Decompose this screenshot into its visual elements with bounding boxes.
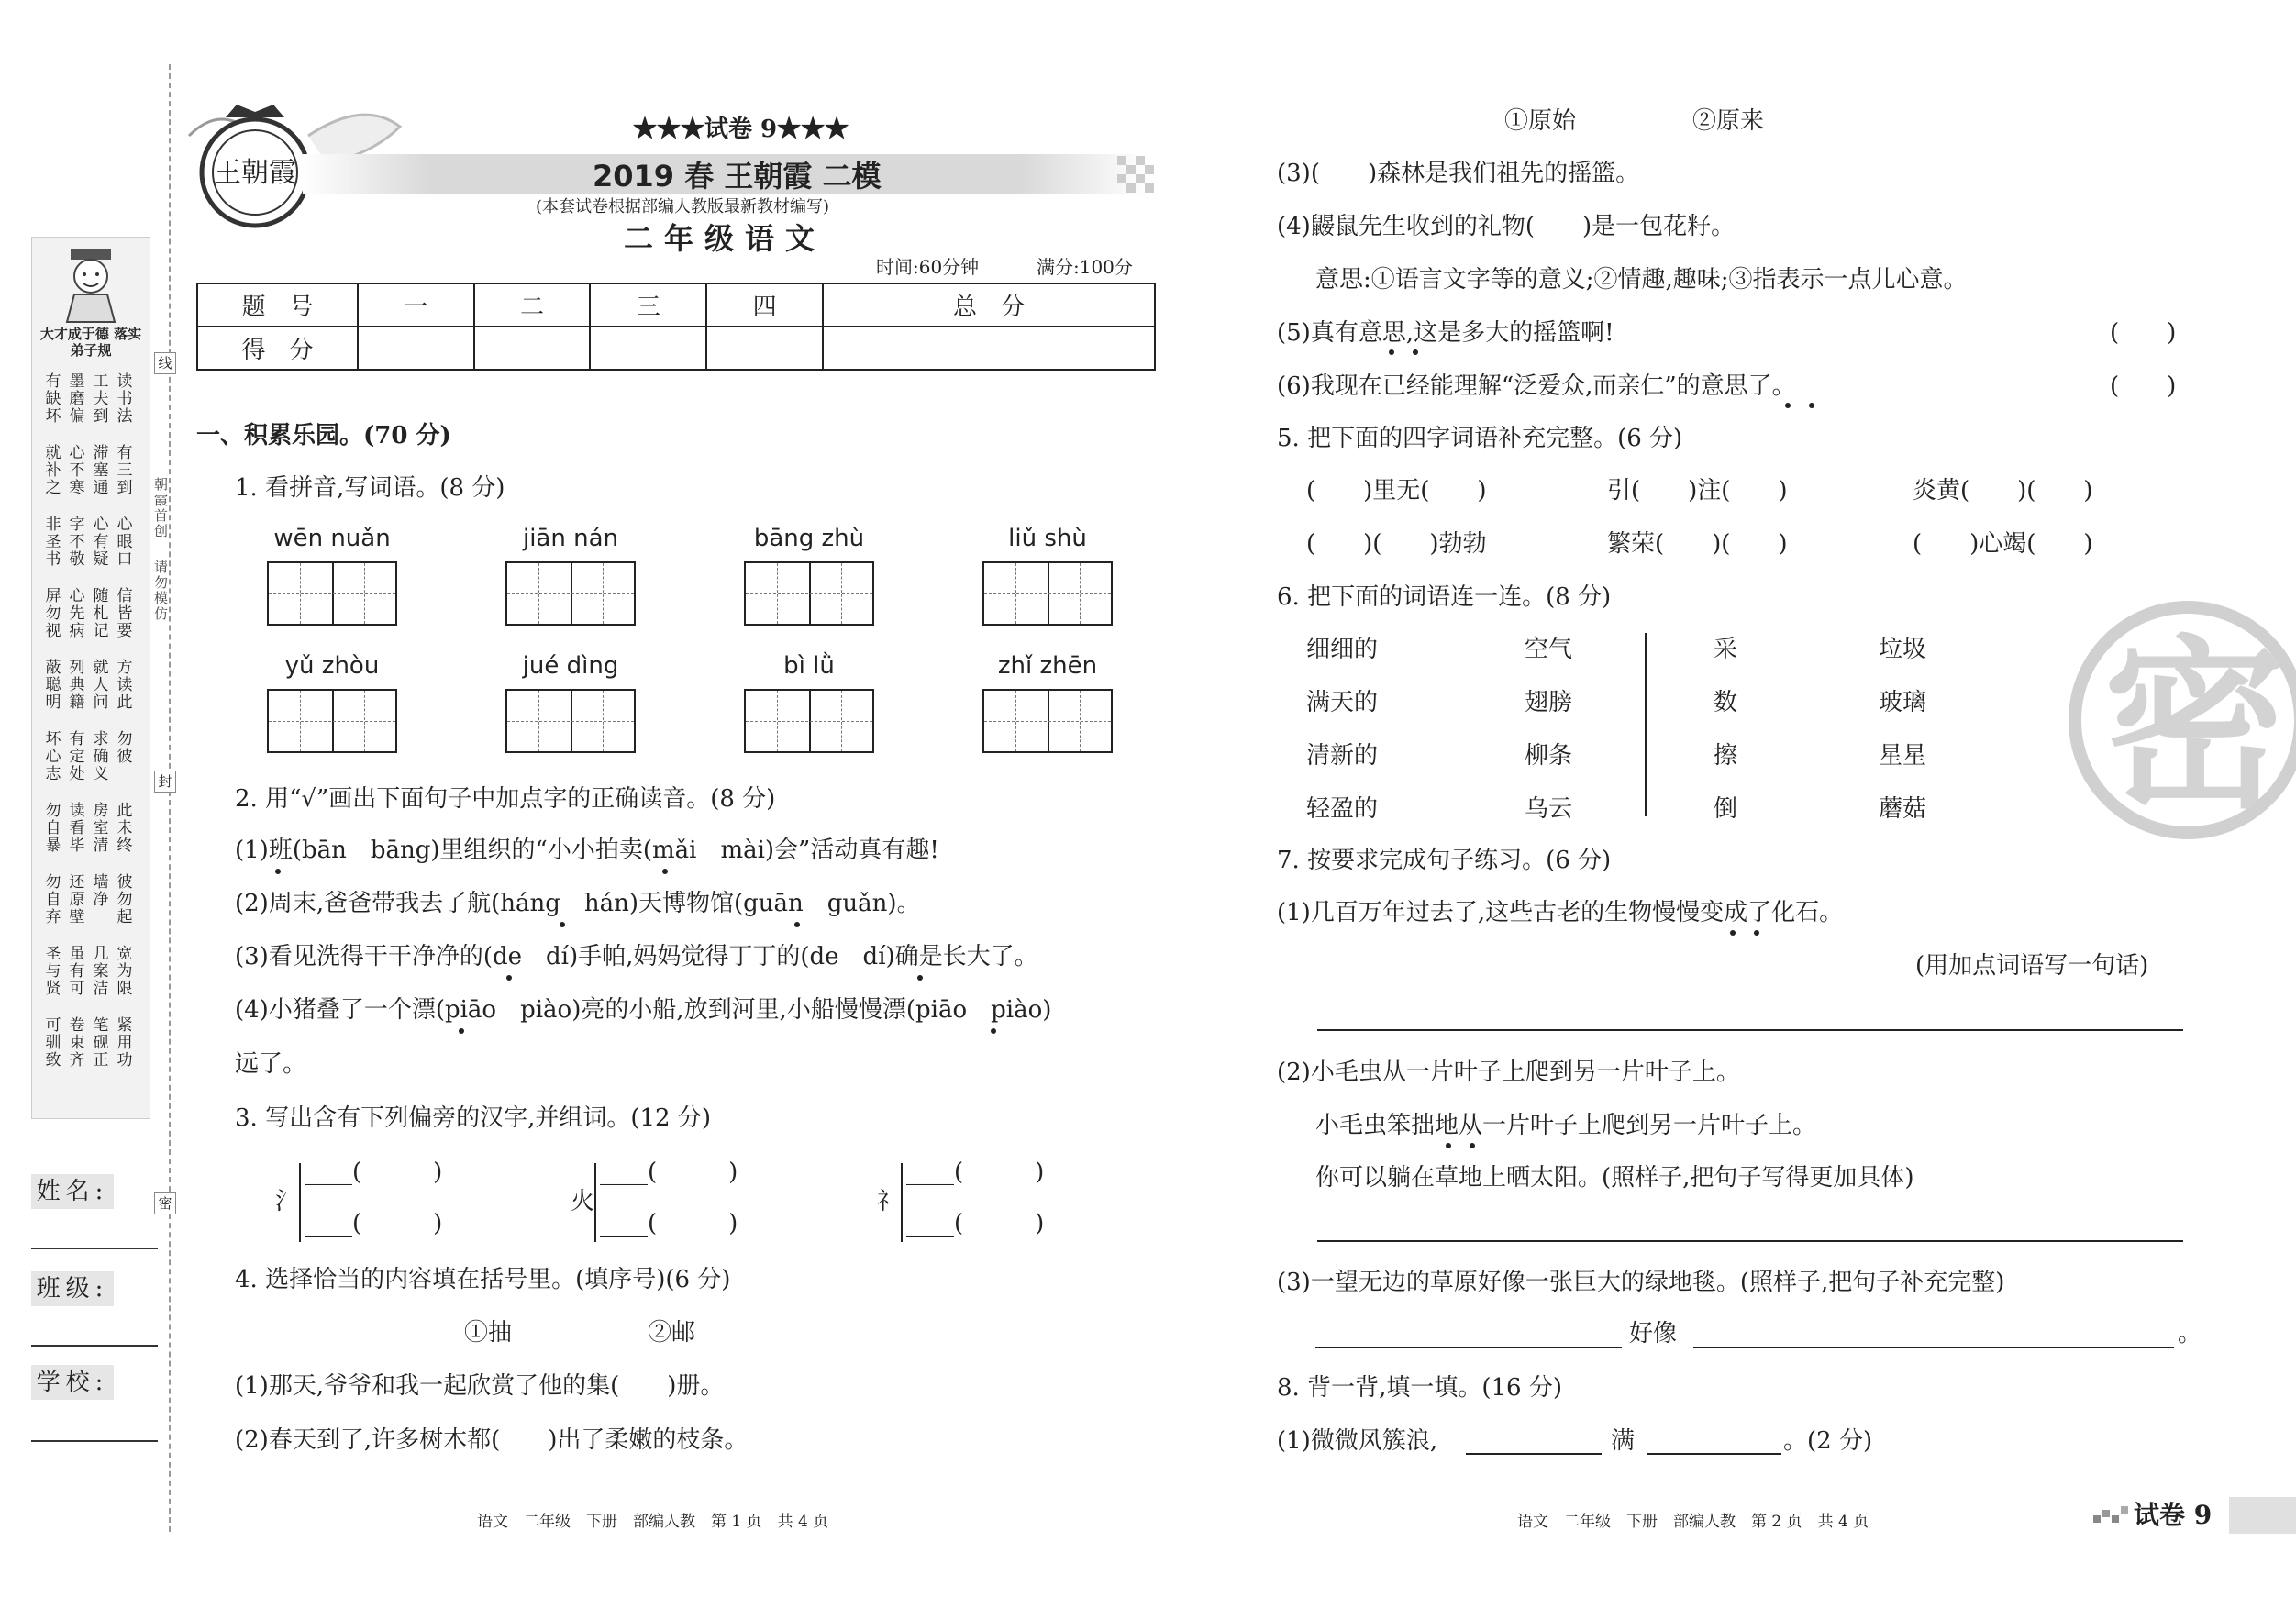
emphasis-dot: [560, 922, 565, 927]
match-word[interactable]: 清新的: [1306, 742, 1379, 770]
motto-column: 虽有可: [69, 945, 85, 998]
q7-prompt: 7. 按要求完成句子练习。(6 分): [1277, 847, 1612, 874]
radical-answer-blank[interactable]: ____( ): [600, 1159, 738, 1186]
logo-text: 王朝霞: [214, 157, 296, 189]
name-line[interactable]: [31, 1248, 158, 1249]
q4-meaning: 意思:①语言文字等的意义;②情趣,趣味;③指表示一点儿心意。: [1315, 266, 1968, 294]
motto-column: 屏勿视: [45, 587, 61, 640]
pinyin-label: zhǐ zhēn: [997, 652, 1098, 680]
q6-prompt: 6. 把下面的词语连一连。(8 分): [1277, 583, 1612, 611]
score-table-cell: 题 号: [197, 283, 358, 327]
match-divider: [1645, 633, 1647, 816]
q5-prompt: 5. 把下面的四字词语补充完整。(6 分): [1277, 425, 1683, 452]
radical-bracket: [299, 1163, 301, 1242]
corner-paper-tag: 试卷 9: [2134, 1500, 2213, 1530]
pinyin-label: bì lǜ: [783, 652, 835, 680]
match-word[interactable]: 星星: [1879, 742, 1927, 770]
exam-subtitle: (本套试卷根据部编人教版最新教材编写): [536, 197, 830, 216]
radical-label: 氵: [275, 1188, 300, 1215]
score-input-1[interactable]: [358, 327, 474, 370]
motto-column: 方读此: [116, 659, 133, 712]
page-footer-right: 语文 二年级 下册 部编人教 第 2 页 共 4 页: [1517, 1513, 1869, 1531]
motto-column: 心先病: [69, 587, 85, 640]
character-grid[interactable]: [982, 689, 1113, 753]
q2-prompt: 2. 用“√”画出下面句子中加点字的正确读音。(8 分): [235, 785, 776, 813]
q7-2-answer-line[interactable]: [1317, 1240, 2183, 1242]
score-table-cell: 得 分: [197, 327, 358, 370]
edge-note-2: 请勿模仿: [154, 559, 169, 622]
score-table-cell: 总 分: [823, 283, 1155, 327]
motto-column: 就人问: [93, 659, 109, 712]
emphasis-dot: [1809, 403, 1814, 408]
q7-2-example: 小毛虫笨拙地从一片叶子上爬到另一片叶子上。: [1315, 1112, 1817, 1139]
exam-full-score: 满分:100分: [1037, 256, 1133, 278]
q8-1-mid: 满: [1611, 1427, 1636, 1455]
motto-column: 列典籍: [69, 659, 85, 712]
pinyin-label: yǔ zhòu: [284, 652, 380, 680]
radical-label: 礻: [877, 1188, 902, 1215]
class-label: 班级:: [31, 1271, 114, 1306]
match-word[interactable]: 满天的: [1306, 689, 1379, 716]
emphasis-dot: [275, 869, 281, 874]
motto-column: 蔽聪明: [45, 659, 61, 712]
motto-column: 工夫到: [93, 372, 109, 426]
q3-prompt: 3. 写出含有下列偏旁的汉字,并组词。(12 分): [235, 1104, 711, 1132]
motto-column: 坏心志: [45, 730, 61, 783]
match-word[interactable]: 倒: [1714, 795, 1738, 823]
motto-column: 非圣书: [45, 516, 61, 569]
corner-checker-icon: [2093, 1504, 2130, 1526]
motto-column: 有缺坏: [45, 372, 61, 426]
emphasis-dot: [794, 922, 800, 927]
checker-decoration: [1117, 156, 1154, 193]
q7-2-sentence: (2)小毛虫从一片叶子上爬到另一片叶子上。: [1277, 1059, 1740, 1086]
q2-line-2: (2)周末,爸爸带我去了航(háng hán)天博物馆(guān guǎn)。: [235, 890, 921, 917]
character-grid[interactable]: [505, 689, 636, 753]
motto-column: 可驯致: [45, 1016, 61, 1070]
motto-column: 读书法: [116, 372, 133, 426]
score-table-header-row: [197, 283, 1155, 327]
match-word[interactable]: 轻盈的: [1306, 795, 1379, 823]
character-grid[interactable]: [267, 561, 397, 626]
motto-column: 笔砚正: [93, 1016, 109, 1070]
motto-column: 字不敬: [69, 516, 85, 569]
match-word[interactable]: 空气: [1525, 636, 1573, 663]
radical-label: 火: [571, 1188, 595, 1215]
motto-column: 读看毕: [69, 802, 85, 855]
q7-1-answer-line[interactable]: [1317, 1029, 2183, 1031]
emphasis-dot: [1446, 1143, 1451, 1148]
seal-mark-line: 线: [154, 352, 176, 374]
emphasis-dot: [917, 975, 923, 981]
motto-column: 心眼口: [116, 516, 133, 569]
score-table-score-row: [197, 327, 1155, 370]
score-table-cell: 二: [474, 283, 591, 327]
exam-time: 时间:60分钟: [876, 256, 980, 278]
school-label: 学校:: [31, 1365, 114, 1400]
q8-prompt: 8. 背一背,填一填。(16 分): [1277, 1374, 1562, 1402]
motto-column: 彼勿起: [116, 873, 133, 926]
motto-column: 墨磨偏: [69, 372, 85, 426]
q8-1-start: (1)微微风簇浪,: [1277, 1427, 1438, 1455]
pinyin-label: wēn nuǎn: [273, 525, 391, 552]
match-word[interactable]: 柳条: [1525, 742, 1573, 770]
subject-title: 二年级语文: [624, 221, 826, 256]
q7-3-sentence: (3)一望无边的草原好像一张巨大的绿地毯。(照样子,把句子补充完整): [1277, 1269, 2005, 1296]
pinyin-label: liǔ shù: [1008, 525, 1087, 552]
radical-answer-blank[interactable]: ____( ): [600, 1210, 738, 1237]
emphasis-dot: [662, 869, 668, 874]
emphasis-dot: [459, 1028, 464, 1034]
q7-3-end: 。: [2178, 1320, 2202, 1347]
radical-answer-blank[interactable]: ____( ): [906, 1210, 1045, 1237]
q5-item-4[interactable]: ( )( )勃勃: [1306, 530, 1487, 558]
motto-column: 信皆要: [116, 587, 133, 640]
motto-panel: [31, 237, 150, 1119]
radical-answer-blank[interactable]: ____( ): [305, 1210, 443, 1237]
character-grid[interactable]: [267, 689, 397, 753]
q4-prompt: 4. 选择恰当的内容填在括号里。(填序号)(6 分): [235, 1266, 731, 1293]
score-input-2[interactable]: [474, 327, 591, 370]
radical-answer-blank[interactable]: ____( ): [906, 1159, 1045, 1186]
score-input-4[interactable]: [706, 327, 823, 370]
q4-line-3: (3)( )森林是我们祖先的摇篮。: [1277, 160, 1640, 187]
q1-prompt: 1. 看拼音,写词语。(8 分): [235, 474, 505, 502]
seal-mark-secret: 密: [154, 1192, 176, 1214]
radical-bracket: [594, 1163, 596, 1242]
motto-column: 求确义: [93, 730, 109, 783]
motto-column: 心不寒: [69, 444, 85, 497]
match-word[interactable]: 乌云: [1525, 795, 1573, 823]
edge-note-1: 朝霞首创: [154, 476, 169, 539]
q2-line-4: (4)小猪叠了一个漂(piāo piào)亮的小船,放到河里,小船慢慢漂(piāo piào): [235, 996, 1052, 1024]
motto-column: 房室清: [93, 802, 109, 855]
q5-item-1[interactable]: ( )里无( ): [1306, 477, 1487, 505]
q2-line-5: 远了。: [235, 1050, 307, 1078]
motto-column: 随札记: [93, 587, 109, 640]
radical-bracket: [901, 1163, 903, 1242]
motto-column: 勿自弃: [45, 873, 61, 926]
motto-column: 圣与贤: [45, 945, 61, 998]
score-input-total[interactable]: [823, 327, 1155, 370]
school-line[interactable]: [31, 1440, 158, 1442]
character-grid[interactable]: [982, 561, 1113, 626]
q4-answer-5[interactable]: ( ): [2110, 319, 2177, 347]
seal-mark-seal: 封: [154, 771, 176, 793]
emphasis-dot: [506, 975, 512, 981]
q8-1-blank-2[interactable]: [1647, 1453, 1781, 1455]
class-line[interactable]: [31, 1345, 158, 1347]
q4-option-1: ①抽: [464, 1319, 513, 1347]
scholar-icon: [54, 245, 128, 324]
q7-3-blank-1[interactable]: [1315, 1347, 1622, 1348]
q4-option-4: ②原来: [1692, 107, 1765, 135]
binding-dashed-line: [169, 64, 171, 1532]
corner-band: [2229, 1497, 2296, 1534]
q8-1-blank-1[interactable]: [1466, 1453, 1602, 1455]
score-input-3[interactable]: [590, 327, 706, 370]
motto-column: 有三到: [116, 444, 133, 497]
match-word[interactable]: 蘑菇: [1879, 795, 1927, 823]
motto-column: 几案洁: [93, 945, 109, 998]
emphasis-dot: [991, 1028, 996, 1034]
motto-column: 墙净: [93, 873, 109, 909]
q7-1-sentence: (1)几百万年过去了,这些古老的生物慢慢变成了化石。: [1277, 899, 1844, 926]
score-table-cell: 四: [706, 283, 823, 327]
motto-column: 勿彼: [116, 730, 133, 766]
q7-1-hint: (用加点词语写一句话): [1915, 952, 2149, 980]
character-grid[interactable]: [744, 689, 874, 753]
q5-item-5[interactable]: 繁荣( )( ): [1607, 530, 1788, 558]
q8-1-end: 。(2 分): [1783, 1427, 1873, 1455]
match-word[interactable]: 采: [1714, 636, 1738, 663]
q4-line-2: (2)春天到了,许多树木都( )出了柔嫩的枝条。: [235, 1426, 749, 1454]
secret-stamp-glyph: 密: [2103, 618, 2288, 834]
motto-column: 紧用功: [116, 1016, 133, 1070]
motto-column: 就补之: [45, 444, 61, 497]
score-table-cell: 三: [590, 283, 706, 327]
q4-option-2: ②邮: [648, 1319, 696, 1347]
q4-line-4: (4)鼹鼠先生收到的礼物( )是一包花籽。: [1277, 213, 1736, 240]
q5-item-3[interactable]: 炎黄( )( ): [1913, 477, 2093, 505]
character-grid[interactable]: [744, 561, 874, 626]
exam-title: 2019 春 王朝霞 二模: [593, 159, 882, 194]
motto-column: 勿自暴: [45, 802, 61, 855]
match-word[interactable]: 玻璃: [1879, 689, 1927, 716]
motto-column: 滞塞通: [93, 444, 109, 497]
motto-column: 有定处: [69, 730, 85, 783]
q4-answer-6[interactable]: ( ): [2110, 372, 2177, 400]
character-grid[interactable]: [505, 561, 636, 626]
emphasis-dot: [1389, 349, 1394, 355]
motto-column: 此未终: [116, 802, 133, 855]
section-1-heading: 一、积累乐园。(70 分): [196, 422, 451, 449]
q7-2-task: 你可以躺在草地上晒太阳。(照样子,把句子写得更加具体): [1315, 1164, 1914, 1192]
q7-3-blank-2[interactable]: [1693, 1347, 2174, 1348]
match-word[interactable]: 翅膀: [1525, 689, 1573, 716]
secret-stamp: [2069, 601, 2296, 839]
score-table-cell: 一: [358, 283, 474, 327]
radical-answer-blank[interactable]: ____( ): [305, 1159, 443, 1186]
match-word[interactable]: 擦: [1714, 742, 1738, 770]
q4-line-5: (5)真有意思,这是多大的摇篮啊!: [1277, 319, 1614, 347]
pinyin-label: bāng zhù: [753, 525, 865, 552]
motto-column: 心有疑: [93, 516, 109, 569]
motto-column: 宽为限: [116, 945, 133, 998]
q7-3-like: 好像: [1629, 1320, 1678, 1347]
page-footer-left: 语文 二年级 下册 部编人教 第 1 页 共 4 页: [477, 1513, 829, 1531]
emphasis-dot: [1785, 403, 1791, 408]
emphasis-dot: [1413, 349, 1418, 355]
paper-number: ★★★试卷 9★★★: [633, 116, 849, 143]
score-table: [196, 283, 1156, 371]
motto-column: 卷束齐: [69, 1016, 85, 1070]
q5-item-6[interactable]: ( )心竭( ): [1913, 530, 2093, 558]
pinyin-label: jué dìng: [522, 652, 619, 680]
emphasis-dot: [1470, 1143, 1475, 1148]
q4-line-6: (6)我现在已经能理解“泛爱众,而亲仁”的意思了。: [1277, 372, 1796, 400]
q4-option-3: ①原始: [1504, 107, 1577, 135]
name-label: 姓名:: [31, 1174, 114, 1209]
match-word[interactable]: 垃圾: [1879, 636, 1927, 663]
match-word[interactable]: 细细的: [1306, 636, 1379, 663]
motto-column: 还原壁: [69, 873, 85, 926]
pinyin-label: jiān nán: [522, 525, 618, 552]
motto-title: 大才成于德 落实弟子规: [39, 326, 142, 359]
q2-line-3: (3)看见洗得干干净净的(de dí)手帕,妈妈觉得丁丁的(de dí)确是长大了。: [235, 943, 1038, 970]
q4-line-1: (1)那天,爷爷和我一起欣赏了他的集( )册。: [235, 1372, 725, 1400]
match-word[interactable]: 数: [1714, 689, 1738, 716]
emphasis-dot: [1730, 930, 1736, 936]
q2-line-1: (1)班(bān bāng)里组织的“小小拍卖(mǎi mài)会”活动真有趣!: [235, 837, 939, 864]
emphasis-dot: [1754, 930, 1759, 936]
q5-item-2[interactable]: 引( )注( ): [1607, 477, 1788, 505]
